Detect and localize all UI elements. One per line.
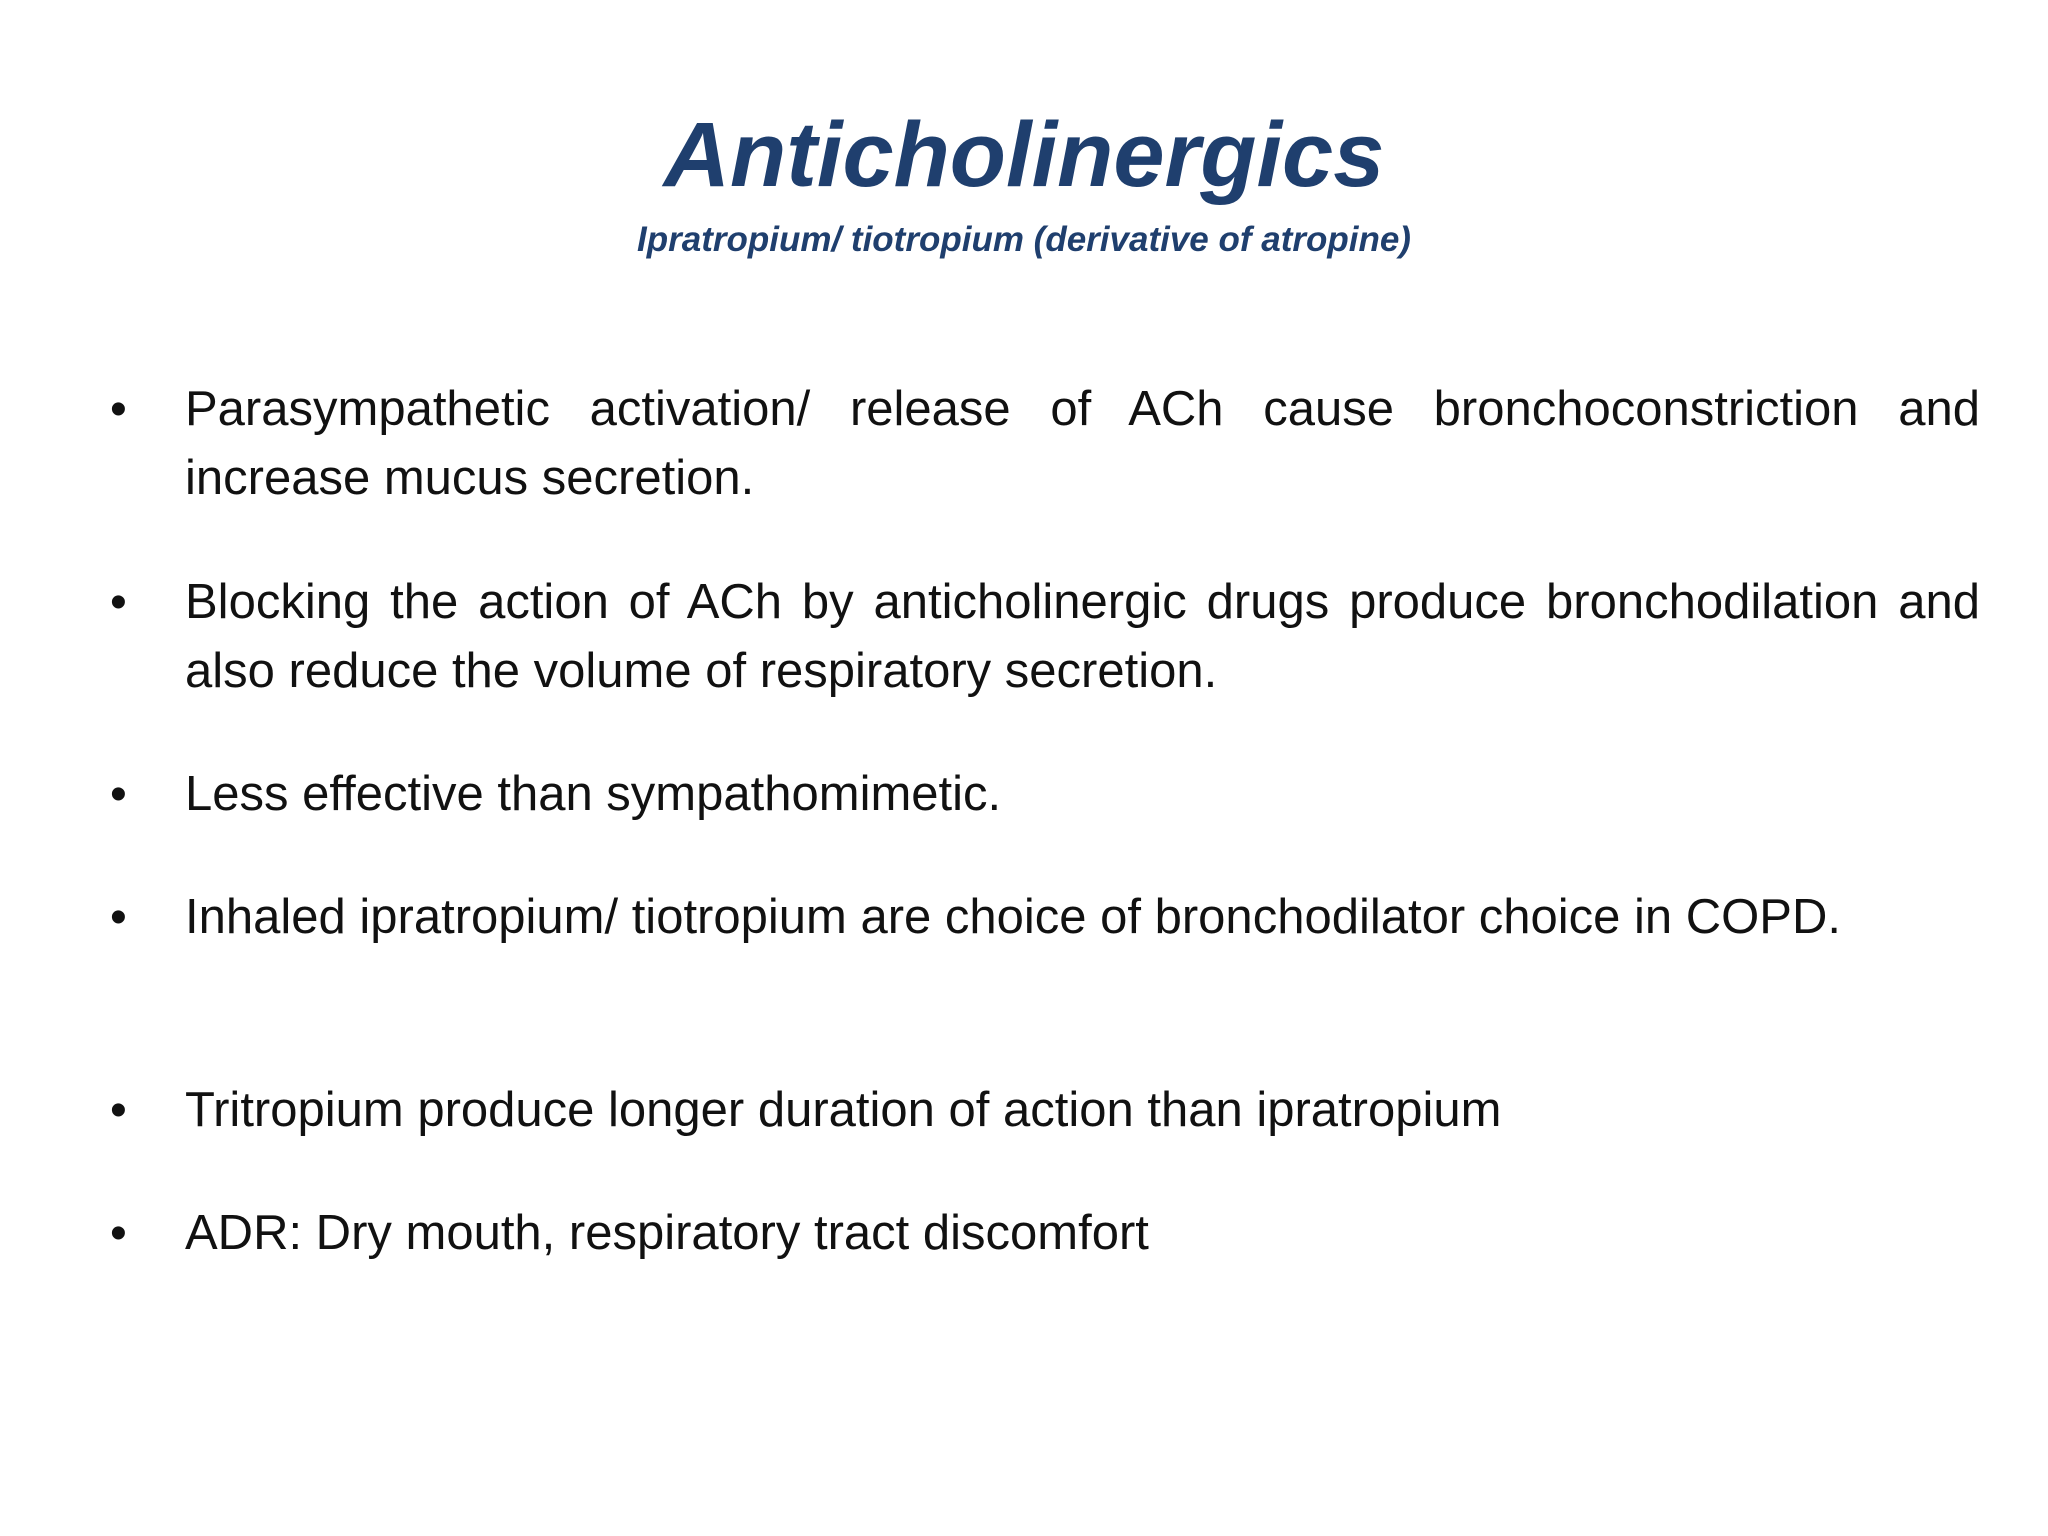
bullet-item <box>110 1199 1980 1268</box>
bullet-marker: • <box>110 1207 127 1260</box>
bullet-text: Inhaled ipratropium/ tiotropium are choice of bronchodilator choice in COPD. <box>185 890 1841 944</box>
bullet-text: Tritropium produce longer duration of action than ipratropium <box>185 1083 1502 1137</box>
bullet-marker: • <box>110 768 127 821</box>
bullet-text: Parasympathetic activation/ release of ACh cause bronchoconstriction and increase mucus secretion. <box>185 382 1980 505</box>
bullet-item <box>110 760 1980 829</box>
bullet-item <box>110 1076 1980 1145</box>
bullet-item <box>110 568 1980 706</box>
bullet-item <box>110 883 1980 952</box>
bullet-marker: • <box>110 383 127 436</box>
bullet-marker: • <box>110 891 127 944</box>
slide-subtitle: Ipratropium/ tiotropium (derivative of atropine) <box>637 220 1411 259</box>
bullet-text: Less effective than sympathomimetic. <box>185 767 1002 821</box>
bullet-item <box>110 375 1980 513</box>
bullet-marker: • <box>110 1084 127 1137</box>
bullet-marker: • <box>110 576 127 629</box>
bullet-text: ADR: Dry mouth, respiratory tract discomfort <box>185 1206 1149 1260</box>
slide-title: Anticholinergics <box>663 104 1385 206</box>
bullet-text: Blocking the action of ACh by anticholinergic drugs produce bronchodilation and also reduce the volume of respiratory secretion. <box>185 575 1980 698</box>
